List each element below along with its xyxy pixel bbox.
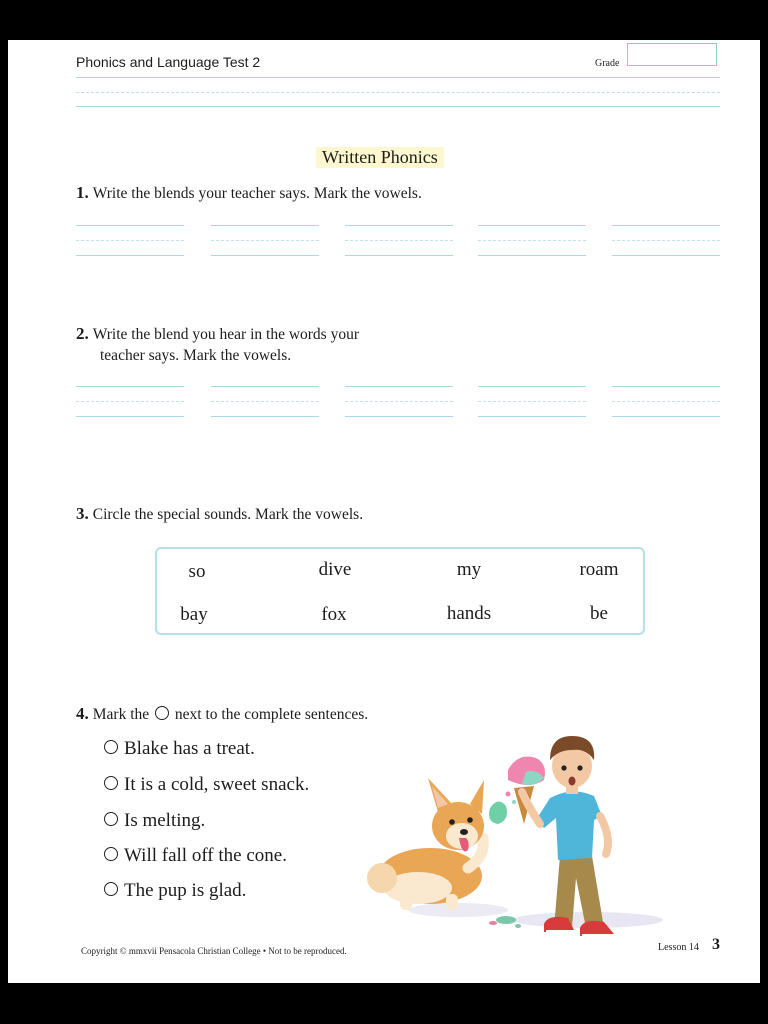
sentence-option[interactable]	[104, 738, 255, 760]
sentence-text: Blake has a treat.	[124, 738, 255, 759]
sentence-text: It is a cold, sweet snack.	[124, 774, 310, 795]
sentence-text: Will fall off the cone.	[124, 845, 287, 866]
question-1-text: Write the blends your teacher says. Mark the vowels.	[92, 185, 422, 202]
question-2-text-line2: teacher says. Mark the vowels.	[100, 347, 292, 364]
word-so[interactable]: so	[188, 561, 206, 582]
writing-line[interactable]	[612, 225, 720, 257]
word-box	[155, 547, 645, 635]
answer-bubble[interactable]	[104, 776, 118, 790]
writing-line[interactable]	[76, 225, 184, 257]
word-be[interactable]: be	[590, 603, 608, 624]
question-2-text-line1: Write the blend you hear in the words your	[92, 326, 359, 343]
question-3-number: 3.	[76, 504, 89, 523]
page-number: 3	[712, 936, 720, 953]
writing-line[interactable]	[345, 225, 453, 257]
writing-line[interactable]	[612, 386, 720, 418]
writing-line[interactable]	[478, 225, 586, 257]
sentence-option[interactable]	[104, 845, 287, 867]
writing-line[interactable]	[211, 386, 319, 418]
word-bay[interactable]: bay	[180, 604, 208, 625]
question-3	[76, 503, 363, 525]
sentence-text: Is melting.	[124, 810, 206, 831]
writing-line[interactable]	[211, 225, 319, 257]
sentence-option[interactable]	[104, 880, 246, 902]
sentence-option[interactable]	[104, 810, 205, 832]
circle-bubble-icon	[155, 706, 169, 720]
header-guide-dashed	[76, 92, 720, 93]
word-dive[interactable]: dive	[318, 559, 352, 580]
question-1-number: 1.	[76, 183, 89, 202]
writing-line[interactable]	[76, 386, 184, 418]
sentence-text: The pup is glad.	[124, 880, 247, 901]
sentence-option[interactable]	[104, 774, 309, 796]
section-title: Written Phonics	[316, 147, 444, 168]
answer-bubble[interactable]	[104, 847, 118, 861]
lesson-label: Lesson 14	[658, 942, 699, 953]
header-rule	[76, 77, 720, 78]
word-roam[interactable]: roam	[579, 559, 619, 580]
question-1	[76, 182, 422, 204]
word-my[interactable]: my	[456, 559, 482, 580]
answer-bubble[interactable]	[104, 882, 118, 896]
writing-line[interactable]	[478, 386, 586, 418]
question-3-text: Circle the special sounds. Mark the vowels.	[92, 506, 364, 523]
answer-bubble[interactable]	[104, 740, 118, 754]
header-guide-bottom	[76, 106, 720, 107]
word-hands[interactable]: hands	[446, 603, 492, 624]
writing-line[interactable]	[345, 386, 453, 418]
test-title: Phonics and Language Test 2	[76, 54, 261, 70]
question-4-text-before: Mark the	[92, 706, 150, 723]
question-2-number: 2.	[76, 324, 89, 343]
question-2	[76, 323, 359, 366]
question-4	[76, 703, 368, 725]
grade-label: Grade	[595, 58, 620, 69]
question-4-number: 4.	[76, 704, 89, 723]
question-4-text-after: next to the complete sentences.	[174, 706, 369, 723]
worksheet-page	[8, 40, 760, 983]
copyright-notice: Copyright © mmxvii Pensacola Christian College • Not to be reproduced.	[81, 946, 347, 956]
answer-bubble[interactable]	[104, 812, 118, 826]
word-fox[interactable]: fox	[321, 604, 347, 625]
boy-and-dog-illustration	[358, 688, 678, 938]
grade-box[interactable]	[627, 43, 717, 66]
